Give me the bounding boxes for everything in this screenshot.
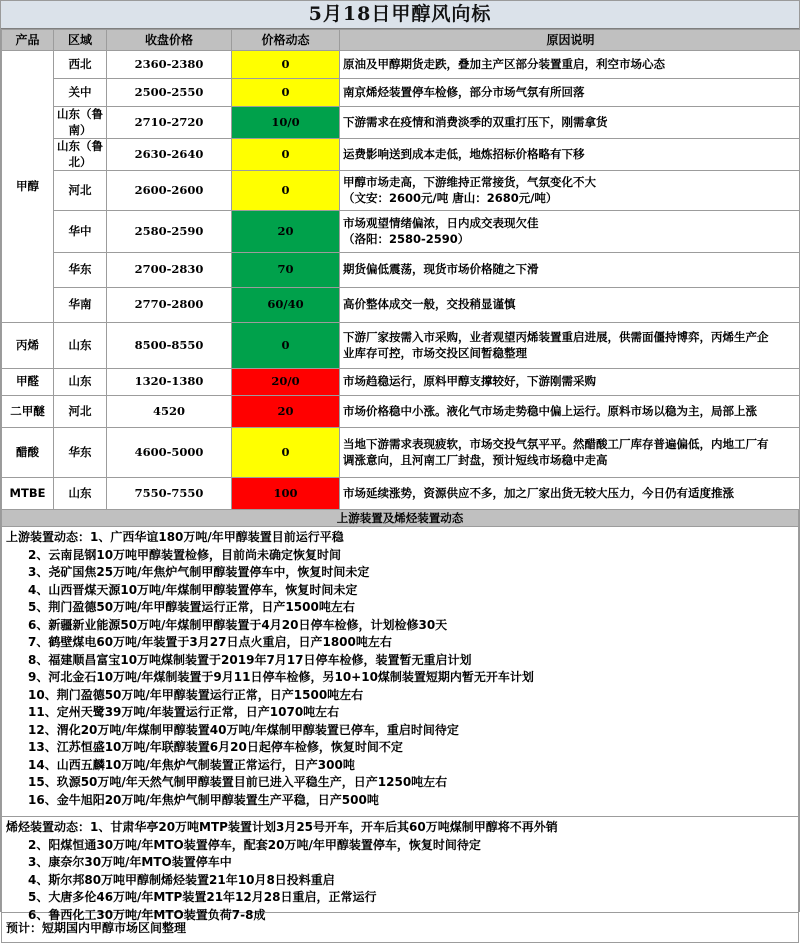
cell-price: 2600-2600 [107,171,232,211]
reason-line-primary: 下游需求在疫情和消费淡季的双重打压下，刚需拿货 [343,115,798,131]
cell-reason [340,211,800,253]
cell-area: 山东（鲁北） [54,139,107,171]
table-row [2,51,800,79]
cell-price: 8500-8550 [107,323,232,369]
cell-area: 山东 [54,369,107,396]
reason-line-primary: 市场延续涨势，资源供应不多，加之厂家出货无较大压力，今日仍有适度推涨 [343,486,798,502]
table-header [2,30,800,51]
reason-line-secondary: （洛阳：2580-2590） [343,232,798,248]
cell-price-movement: 0 [232,171,340,211]
cell-area: 山东 [54,323,107,369]
table-row [2,171,800,211]
cell-product: MTBE [2,478,54,510]
cell-price: 1320-1380 [107,369,232,396]
upstream-note-item: 9、河北金石10万吨/年煤制装置于9月11日停车检修，另10+10煤制装置短期内暂无开车计划 [6,669,794,687]
cell-reason [340,288,800,323]
page-title: 5月18日甲醇风向标 [309,5,492,24]
column-header-movement: 价格动态 [232,30,340,51]
upstream-note-item: 2、云南昆钢10万吨甲醇装置检修，目前尚未确定恢复时间 [6,547,794,565]
cell-price-movement: 70 [232,253,340,288]
reason-line-primary: 市场价格稳中小涨。液化气市场走势稳中偏上运行。原料市场以稳为主，局部上涨 [343,404,798,420]
cell-reason [340,428,800,478]
upstream-note-item: 5、荆门盈德50万吨/年甲醇装置运行正常，日产1500吨左右 [6,599,794,617]
cell-product: 甲醇 [2,51,54,323]
reason-line-primary: 甲醇市场走高，下游维持正常接货，气氛变化不大 [343,175,798,191]
table-row [2,107,800,139]
upstream-note-item: 8、福建顺昌富宝10万吨煤制装置于2019年7月17日停车检修，装置暂无重启计划 [6,652,794,670]
cell-price: 2700-2830 [107,253,232,288]
upstream-note-item: 3、尧矿国焦25万吨/年焦炉气制甲醇装置停车中，恢复时间未定 [6,564,794,582]
cell-reason [340,171,800,211]
cell-reason [340,369,800,396]
table-body [2,51,800,510]
cell-price-movement: 10/0 [232,107,340,139]
cell-price-movement: 20 [232,211,340,253]
column-header-price: 收盘价格 [107,30,232,51]
price-table [1,29,800,510]
upstream-notes-lead: 上游装置动态：1、广西华谊180万吨/年甲醇装置目前运行平稳 [6,529,794,547]
table-row [2,253,800,288]
reason-line-primary: 运费影响送到成本走低，地炼招标价格略有下移 [343,147,798,163]
cell-price-movement: 60/40 [232,288,340,323]
cell-price-movement: 0 [232,51,340,79]
table-row [2,369,800,396]
cell-reason [340,478,800,510]
upstream-note-item: 4、山西晋煤天源10万吨/年煤制甲醇装置停车，恢复时间未定 [6,582,794,600]
reason-line-secondary: （文安：2600元/吨 唐山：2680元/吨） [343,191,798,207]
cell-area: 华东 [54,253,107,288]
reason-line-secondary: 业库存可控，市场交投区间暂稳整理 [343,346,798,362]
table-row [2,139,800,171]
cell-price: 4600-5000 [107,428,232,478]
table-row [2,478,800,510]
cell-reason [340,253,800,288]
cell-price-movement: 0 [232,139,340,171]
cell-product: 二甲醚 [2,396,54,428]
reason-line-secondary: 调涨意向，且河南工厂封盘，预计短线市场稳中走高 [343,453,798,469]
reason-line-primary: 期货偏低震荡，现货市场价格随之下滑 [343,262,798,278]
olefin-note-item: 6、鲁西化工30万吨/年MTO装置负荷7-8成 [6,907,794,925]
cell-price: 7550-7550 [107,478,232,510]
cell-area: 华中 [54,211,107,253]
upstream-note-item: 12、渭化20万吨/年煤制甲醇装置40万吨/年煤制甲醇装置已停车，重启时间待定 [6,722,794,740]
upstream-note-item: 7、鹤壁煤电60万吨/年装置于3月27日点火重启，日产1800吨左右 [6,634,794,652]
cell-product: 丙烯 [2,323,54,369]
cell-area: 华南 [54,288,107,323]
column-header-product: 产品 [2,30,54,51]
cell-area: 华东 [54,428,107,478]
cell-area: 河北 [54,171,107,211]
table-row [2,79,800,107]
table-row [2,211,800,253]
reason-line-primary: 下游厂家按需入市采购，业者观望丙烯装置重启进展，供需面僵持博弈，丙烯生产企 [343,330,798,346]
cell-area: 山东 [54,478,107,510]
cell-reason [340,323,800,369]
cell-price: 4520 [107,396,232,428]
section-banner: 上游装置及烯烃装置动态 [1,510,799,527]
cell-price: 2630-2640 [107,139,232,171]
reason-line-primary: 当地下游需求表现疲软，市场交投气氛平平。然醋酸工厂库存普遍偏低，内地工厂有 [343,437,798,453]
reason-line-primary: 高价整体成交一般，交投稍显谨慎 [343,297,798,313]
cell-area: 山东（鲁南） [54,107,107,139]
header-row [2,30,800,51]
cell-price-movement: 0 [232,428,340,478]
table-row [2,396,800,428]
cell-reason [340,396,800,428]
reason-line-primary: 市场趋稳运行，原料甲醇支撑较好，下游刚需采购 [343,374,798,390]
column-header-reason: 原因说明 [340,30,800,51]
cell-price: 2500-2550 [107,79,232,107]
upstream-note-item: 15、玖源50万吨/年天然气制甲醇装置目前已进入平稳生产，日产1250吨左右 [6,774,794,792]
upstream-note-item: 11、定州天鹭39万吨/年装置运行正常，日产1070吨左右 [6,704,794,722]
cell-product: 醋酸 [2,428,54,478]
cell-price: 2710-2720 [107,107,232,139]
column-header-area: 区域 [54,30,107,51]
upstream-note-item: 16、金牛旭阳20万吨/年焦炉气制甲醇装置生产平稳，日产500吨 [6,792,794,810]
upstream-note-item: 10、荆门盈德50万吨/年甲醇装置运行正常，日产1500吨左右 [6,687,794,705]
table-row [2,428,800,478]
cell-price: 2580-2590 [107,211,232,253]
olefin-notes-block [1,817,799,913]
upstream-note-item: 13、江苏恒盛10万吨/年联醇装置6月20日起停车检修，恢复时间不定 [6,739,794,757]
cell-reason [340,139,800,171]
cell-reason [340,51,800,79]
olefin-note-item: 2、阳煤恒通30万吨/年MTO装置停车，配套20万吨/年甲醇装置停车，恢复时间待定 [6,837,794,855]
olefin-notes-lead: 烯烃装置动态：1、甘肃华亭20万吨MTP装置计划3月25号开车，开车后其60万吨煤制甲醇将不再外销 [6,819,794,837]
cell-price-movement: 0 [232,323,340,369]
upstream-notes-block [1,527,799,817]
cell-reason [340,107,800,139]
reason-line-primary: 南京烯烃装置停车检修，部分市场气氛有所回落 [343,85,798,101]
cell-price-movement: 20/0 [232,369,340,396]
reason-line-primary: 市场观望情绪偏浓，日内成交表现欠佳 [343,216,798,232]
table-row [2,288,800,323]
olefin-note-item: 3、康奈尔30万吨/年MTO装置停车中 [6,854,794,872]
cell-price: 2360-2380 [107,51,232,79]
upstream-note-item: 14、山西五麟10万吨/年焦炉气制装置正常运行，日产300吨 [6,757,794,775]
cell-price-movement: 20 [232,396,340,428]
reason-line-primary: 原油及甲醇期货走跌，叠加主产区部分装置重启，利空市场心态 [343,57,798,73]
olefin-note-item: 5、大唐多伦46万吨/年MTP装置21年12月28日重启，正常运行 [6,889,794,907]
cell-product: 甲醛 [2,369,54,396]
title-bar [1,1,799,29]
cell-price-movement: 100 [232,478,340,510]
cell-price-movement: 0 [232,79,340,107]
olefin-note-item: 4、斯尔邦80万吨甲醇制烯烃装置21年10月8日投料重启 [6,872,794,890]
cell-reason [340,79,800,107]
table-row [2,323,800,369]
upstream-note-item: 6、新疆新业能源50万吨/年煤制甲醇装置于4月20日停车检修，计划检修30天 [6,617,794,635]
cell-area: 河北 [54,396,107,428]
cell-area: 西北 [54,51,107,79]
cell-area: 关中 [54,79,107,107]
cell-price: 2770-2800 [107,288,232,323]
forecast-row: 预计：短期国内甲醇市场区间整理 [1,913,799,943]
